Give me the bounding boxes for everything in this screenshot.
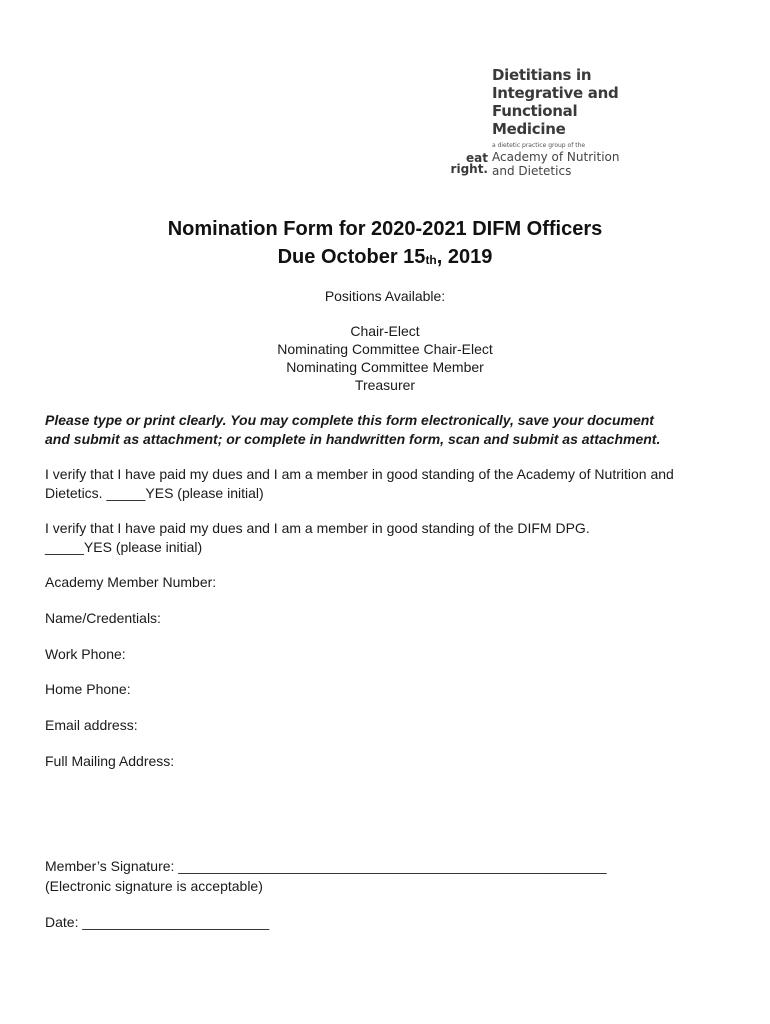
right-text: right. xyxy=(450,162,488,176)
positions-list xyxy=(0,322,770,394)
signature-note: (Electronic signature is acceptable) xyxy=(45,878,263,894)
eat-text: eat xyxy=(466,151,488,165)
instructions-line: Please type or print clearly. You may complete this form electronically, save your document xyxy=(45,412,654,428)
logo-subtitle: a dietetic practice group of the xyxy=(492,142,586,149)
verify-academy xyxy=(45,465,745,503)
verify-academy-initial[interactable]: Dietetics. _____YES (please initial) xyxy=(45,485,264,501)
instructions-line: and submit as attachment; or complete in handwritten form, scan and submit as attachment. xyxy=(45,431,661,447)
position-item: Nominating Committee Member xyxy=(286,359,484,375)
work-phone-field[interactable]: Work Phone: xyxy=(45,646,126,662)
email-field[interactable]: Email address: xyxy=(45,717,138,733)
academy-name xyxy=(492,150,619,178)
name-credentials-field[interactable]: Name/Credentials: xyxy=(45,610,161,626)
logo-title-line: Integrative and xyxy=(492,84,619,102)
signature-field[interactable]: Member’s Signature: _______________________________________________________ xyxy=(45,858,607,874)
positions-label: Positions Available: xyxy=(324,288,446,304)
position-item: Chair-Elect xyxy=(350,323,420,339)
eat-right-logo-icon xyxy=(452,152,490,182)
academy-number-field[interactable]: Academy Member Number: xyxy=(45,574,217,590)
due-date-title xyxy=(0,246,770,269)
due-date-suffix: , 2019 xyxy=(436,246,493,268)
academy-line: and Dietetics xyxy=(492,164,572,178)
verify-dpg-initial[interactable]: _____YES (please initial) xyxy=(45,539,203,555)
position-item: Treasurer xyxy=(354,377,416,393)
difm-logo xyxy=(452,66,642,182)
due-date-prefix: Due October 15 xyxy=(277,246,426,268)
position-item: Nominating Committee Chair-Elect xyxy=(277,341,493,357)
mailing-address-field[interactable]: Full Mailing Address: xyxy=(45,753,175,769)
form-title: Nomination Form for 2020-2021 DIFM Officers xyxy=(167,218,603,240)
date-field[interactable]: Date: ________________________ xyxy=(45,914,270,930)
verify-academy-line: I verify that I have paid my dues and I am a member in good standing of the Academy of Nutrition and xyxy=(45,466,674,482)
instructions xyxy=(45,411,745,449)
due-date-ordinal: th xyxy=(425,253,437,267)
verify-dpg-line: I verify that I have paid my dues and I am a member in good standing of the DIFM DPG. xyxy=(45,520,590,536)
logo-title xyxy=(492,66,618,138)
academy-line: Academy of Nutrition xyxy=(492,150,620,164)
logo-title-line: Medicine xyxy=(492,120,566,138)
logo-title-line: Functional xyxy=(492,102,578,120)
verify-dpg xyxy=(45,519,745,557)
home-phone-field[interactable]: Home Phone: xyxy=(45,681,131,697)
logo-title-line: Dietitians in xyxy=(492,66,592,84)
